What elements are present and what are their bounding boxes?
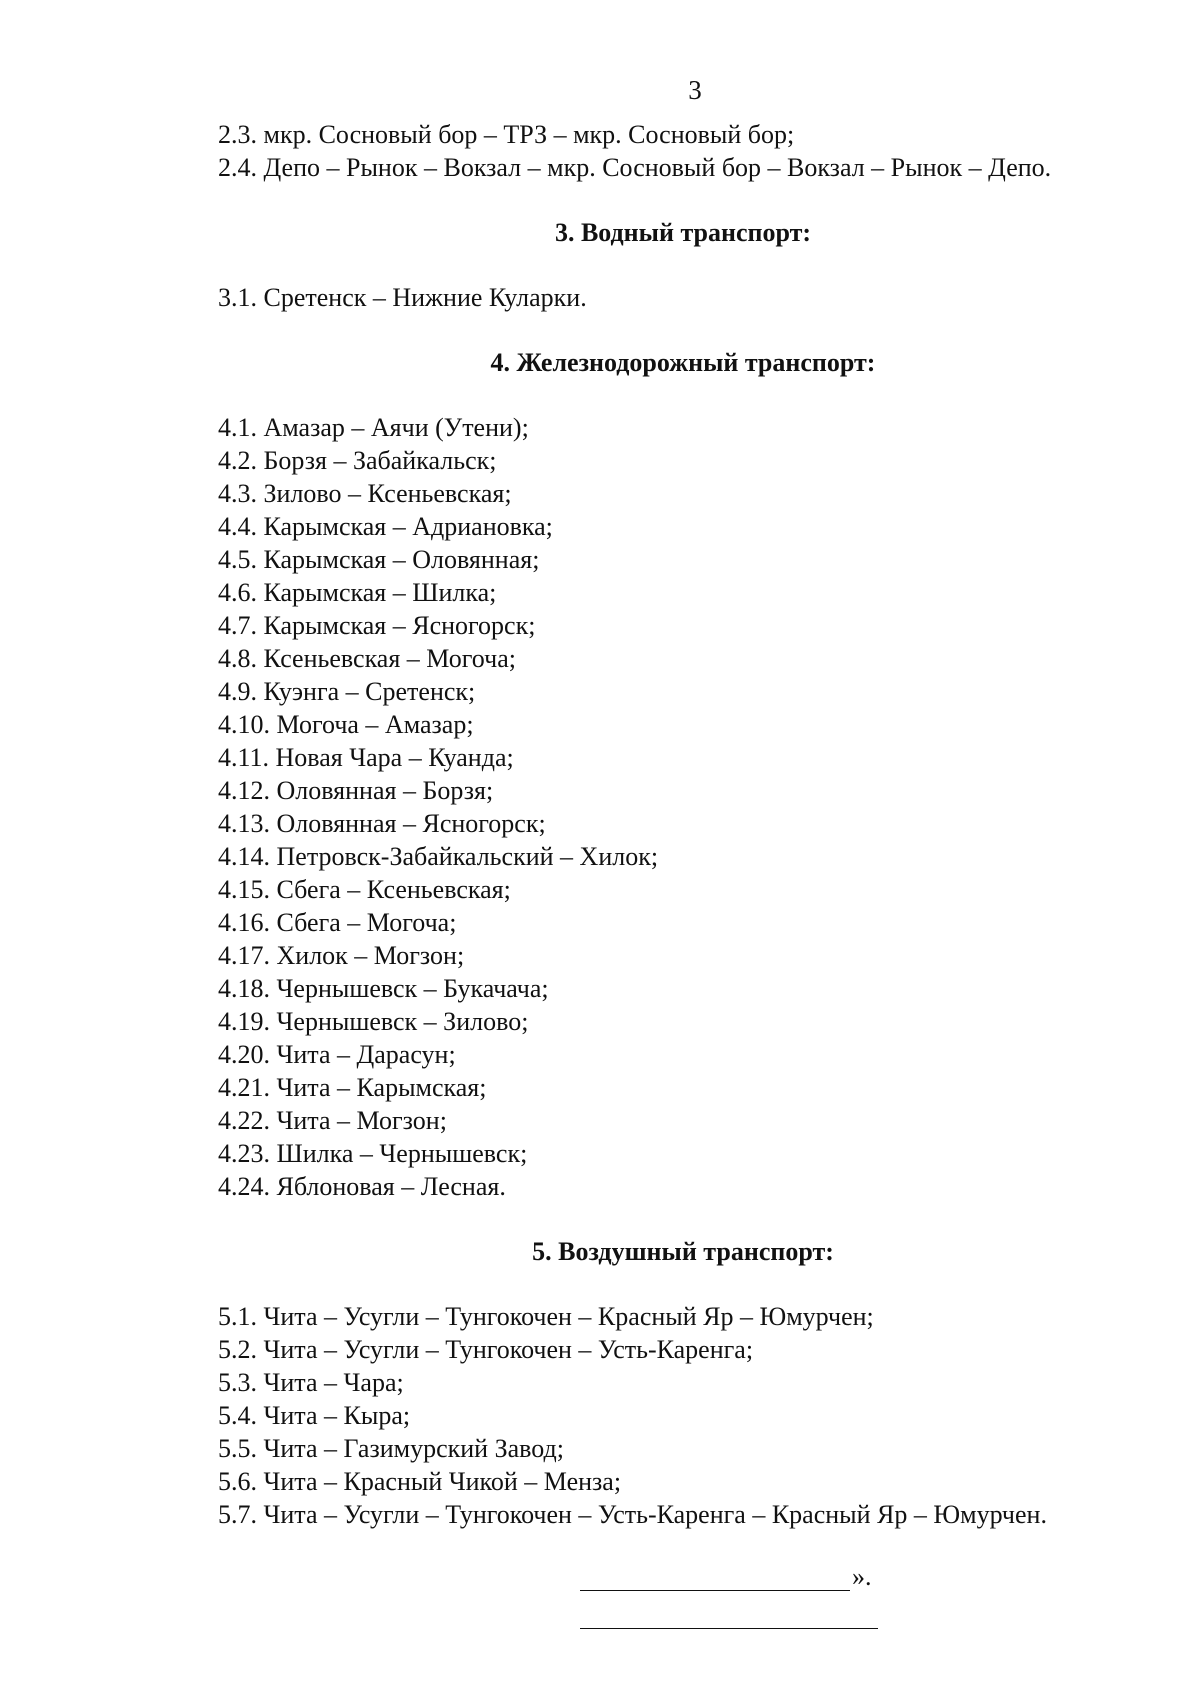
route-item: 5.5. Чита – Газимурский Завод; xyxy=(218,1434,564,1463)
route-item: 5.4. Чита – Кыра; xyxy=(218,1401,411,1430)
bus-routes-tail xyxy=(218,118,1178,184)
route-item: 5.2. Чита – Усугли – Тунгокочен – Усть-Каренга; xyxy=(218,1335,754,1364)
route-item: 4.16. Сбега – Могоча; xyxy=(218,908,457,937)
route-item: 4.4. Карымская – Адриановка; xyxy=(218,512,553,541)
route-item: 4.5. Карымская – Оловянная; xyxy=(218,545,540,574)
route-item: 4.1. Амазар – Аячи (Утени); xyxy=(218,413,529,442)
route-item: 2.3. мкр. Сосновый бор – ТРЗ – мкр. Сосновый бор; xyxy=(218,120,795,149)
route-item: 4.18. Чернышевск – Букачача; xyxy=(218,974,549,1003)
route-item: 2.4. Депо – Рынок – Вокзал – мкр. Сосновый бор – Вокзал – Рынок – Депо. xyxy=(218,153,1052,182)
route-item: 4.21. Чита – Карымская; xyxy=(218,1073,487,1102)
route-item: 4.6. Карымская – Шилка; xyxy=(218,578,497,607)
closing-block xyxy=(580,1560,880,1640)
route-item: 5.7. Чита – Усугли – Тунгокочен – Усть-Каренга – Красный Яр – Юмурчен. xyxy=(218,1500,1047,1529)
route-item: 5.3. Чита – Чара; xyxy=(218,1368,404,1397)
route-item: 5.6. Чита – Красный Чикой – Менза; xyxy=(218,1467,622,1496)
route-item: 4.23. Шилка – Чернышевск; xyxy=(218,1139,528,1168)
route-item: 4.11. Новая Чара – Куанда; xyxy=(218,743,514,772)
route-item: 4.9. Куэнга – Сретенск; xyxy=(218,677,476,706)
end-rule xyxy=(580,1628,878,1629)
route-item: 4.14. Петровск-Забайкальский – Хилок; xyxy=(218,842,659,871)
route-item: 4.12. Оловянная – Борзя; xyxy=(218,776,494,805)
document-body xyxy=(218,118,1178,1531)
route-item: 5.1. Чита – Усугли – Тунгокочен – Красный Яр – Юмурчен; xyxy=(218,1302,874,1331)
route-item: 4.22. Чита – Могзон; xyxy=(218,1106,447,1135)
water-routes-list xyxy=(218,281,1178,314)
route-item: 4.3. Зилово – Ксеньевская; xyxy=(218,479,512,508)
route-item: 4.10. Могоча – Амазар; xyxy=(218,710,474,739)
rail-routes-list xyxy=(218,411,1178,1203)
route-item: 4.8. Ксеньевская – Могоча; xyxy=(218,644,516,673)
route-item: 4.24. Яблоновая – Лесная. xyxy=(218,1172,506,1201)
closing-rule xyxy=(580,1590,850,1591)
route-item: 4.13. Оловянная – Ясногорск; xyxy=(218,809,546,838)
route-item: 4.2. Борзя – Забайкальск; xyxy=(218,446,497,475)
route-item: 3.1. Сретенск – Нижние Куларки. xyxy=(218,283,587,312)
closing-quote-mark: ». xyxy=(852,1562,872,1591)
section-heading-water: 3. Водный транспорт: xyxy=(554,218,812,247)
route-item: 4.20. Чита – Дарасун; xyxy=(218,1040,456,1069)
page-number: 3 xyxy=(688,75,702,105)
route-item: 4.17. Хилок – Могзон; xyxy=(218,941,465,970)
route-item: 4.7. Карымская – Ясногорск; xyxy=(218,611,536,640)
air-routes-list xyxy=(218,1300,1178,1531)
route-item: 4.15. Сбега – Ксеньевская; xyxy=(218,875,511,904)
section-heading-rail: 4. Железнодорожный транспорт: xyxy=(490,348,876,377)
section-heading-air: 5. Воздушный транспорт: xyxy=(532,1237,834,1266)
route-item: 4.19. Чернышевск – Зилово; xyxy=(218,1007,529,1036)
